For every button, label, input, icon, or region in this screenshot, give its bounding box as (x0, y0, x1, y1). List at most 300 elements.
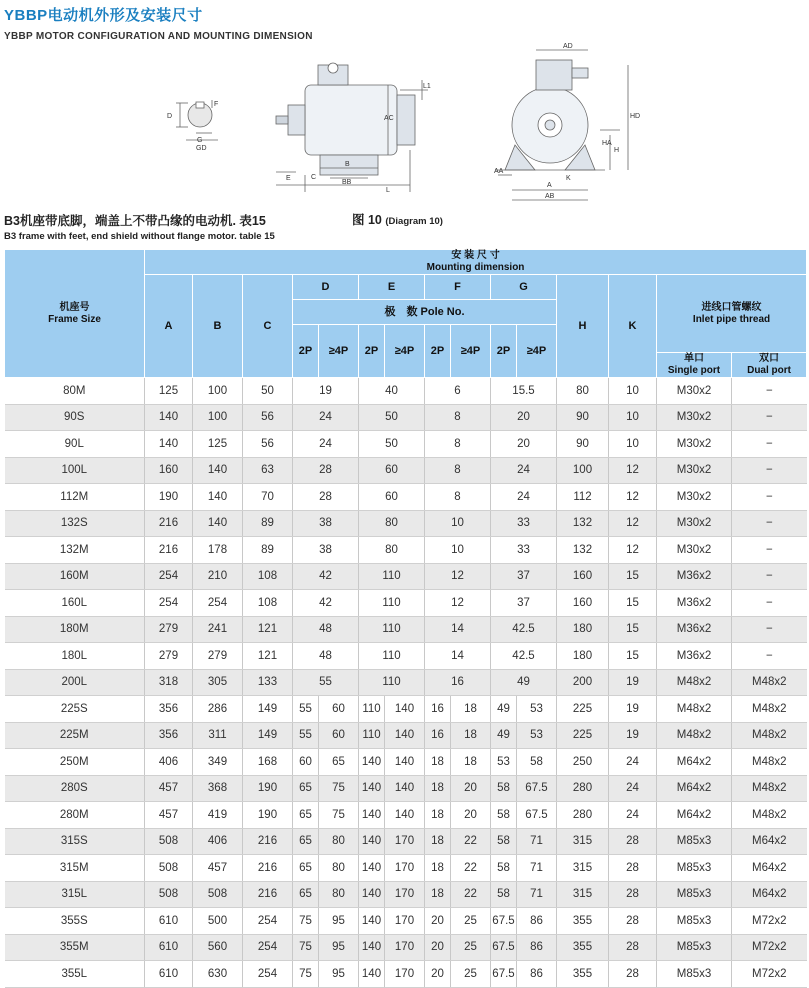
cell-dual-port: M48x2 (732, 696, 807, 723)
cell-a: 610 (145, 908, 193, 935)
table-row (5, 457, 807, 484)
cell-a: 254 (145, 563, 193, 590)
header-b: B (193, 275, 243, 378)
cell-e-4p: 140 (385, 802, 425, 829)
cell-e-2p: 140 (359, 828, 385, 855)
dim-label-k: K (566, 175, 571, 182)
cell-h: 315 (557, 881, 609, 908)
cell-c: 50 (243, 378, 293, 405)
cell-g-4p: 86 (517, 934, 557, 961)
table-row (5, 563, 807, 590)
cell-dual-port: − (732, 590, 807, 617)
cell-frame-size: 160L (5, 590, 145, 617)
cell-g: 24 (491, 484, 557, 511)
dim-label-ac: AC (384, 115, 394, 122)
cell-e-2p: 110 (359, 722, 385, 749)
cell-d: 38 (293, 510, 359, 537)
cell-frame-size: 132M (5, 537, 145, 564)
cell-d: 42 (293, 590, 359, 617)
cell-f-4p: 22 (451, 855, 491, 882)
cell-e-4p: 140 (385, 775, 425, 802)
cell-b: 457 (193, 855, 243, 882)
cell-k: 15 (609, 616, 657, 643)
diagram-caption: 图 10 (Diagram 10) (352, 213, 443, 227)
cell-g: 24 (491, 457, 557, 484)
cell-h: 280 (557, 775, 609, 802)
cell-g-2p: 67.5 (491, 908, 517, 935)
dim-label-bb: BB (342, 179, 352, 186)
cell-a: 140 (145, 404, 193, 431)
cell-h: 280 (557, 802, 609, 829)
cell-single-port: M36x2 (657, 590, 732, 617)
cell-h: 315 (557, 855, 609, 882)
table-row (5, 378, 807, 405)
cell-dual-port: M48x2 (732, 802, 807, 829)
cell-h: 355 (557, 908, 609, 935)
cell-h: 100 (557, 457, 609, 484)
cell-a: 356 (145, 696, 193, 723)
cell-a: 279 (145, 643, 193, 670)
cell-b: 100 (193, 404, 243, 431)
cell-f-4p: 25 (451, 934, 491, 961)
header-k: K (609, 275, 657, 378)
cell-k: 15 (609, 643, 657, 670)
cell-k: 10 (609, 431, 657, 458)
cell-frame-size: 80M (5, 378, 145, 405)
header-e-2p: 2P (359, 325, 385, 378)
cell-b: 241 (193, 616, 243, 643)
cell-k: 28 (609, 934, 657, 961)
cell-frame-size: 355M (5, 934, 145, 961)
cell-b: 560 (193, 934, 243, 961)
cell-d-4p: 95 (319, 908, 359, 935)
dim-label-ha: HA (602, 140, 612, 147)
cell-dual-port: − (732, 563, 807, 590)
cell-c: 168 (243, 749, 293, 776)
table-row (5, 484, 807, 511)
cell-f: 8 (425, 404, 491, 431)
cell-f: 8 (425, 484, 491, 511)
table-row (5, 934, 807, 961)
cell-b: 508 (193, 881, 243, 908)
cell-g-4p: 86 (517, 908, 557, 935)
cell-c: 149 (243, 696, 293, 723)
table-row (5, 431, 807, 458)
header-d-2p: 2P (293, 325, 319, 378)
cell-f-2p: 16 (425, 696, 451, 723)
cell-d: 19 (293, 378, 359, 405)
cell-c: 89 (243, 510, 293, 537)
cell-d-2p: 75 (293, 934, 319, 961)
cell-f: 8 (425, 431, 491, 458)
cell-f-2p: 16 (425, 722, 451, 749)
dim-label-l: L (386, 187, 390, 194)
table-row (5, 961, 807, 988)
cell-a: 190 (145, 484, 193, 511)
cell-single-port: M85x3 (657, 961, 732, 988)
cell-single-port: M48x2 (657, 669, 732, 696)
cell-c: 254 (243, 934, 293, 961)
dim-label-l1: L1 (423, 83, 431, 90)
cell-d-2p: 55 (293, 696, 319, 723)
cell-d-4p: 65 (319, 749, 359, 776)
cell-b: 279 (193, 643, 243, 670)
cell-g: 42.5 (491, 616, 557, 643)
cell-d-4p: 95 (319, 934, 359, 961)
cell-g: 33 (491, 510, 557, 537)
cell-g-2p: 53 (491, 749, 517, 776)
dim-label-c: C (311, 174, 317, 181)
cell-e: 60 (359, 457, 425, 484)
cell-g-4p: 53 (517, 696, 557, 723)
cell-e: 60 (359, 484, 425, 511)
cell-dual-port: M48x2 (732, 749, 807, 776)
cell-b: 406 (193, 828, 243, 855)
dim-label-hd: HD (630, 113, 641, 120)
table-row (5, 802, 807, 829)
dim-label-e: E (286, 175, 291, 182)
cell-dual-port: M64x2 (732, 855, 807, 882)
cell-frame-size: 250M (5, 749, 145, 776)
cell-frame-size: 90S (5, 404, 145, 431)
cell-e-2p: 140 (359, 934, 385, 961)
dim-label-ab: AB (545, 193, 555, 200)
cell-frame-size: 225S (5, 696, 145, 723)
cell-h: 355 (557, 934, 609, 961)
cell-k: 12 (609, 457, 657, 484)
cell-frame-size: 315L (5, 881, 145, 908)
cell-k: 19 (609, 696, 657, 723)
cell-f: 14 (425, 616, 491, 643)
cell-k: 19 (609, 669, 657, 696)
cell-e: 110 (359, 616, 425, 643)
cell-f-4p: 25 (451, 908, 491, 935)
cell-b: 419 (193, 802, 243, 829)
cell-h: 112 (557, 484, 609, 511)
cell-dual-port: M48x2 (732, 669, 807, 696)
cell-k: 12 (609, 537, 657, 564)
cell-g: 20 (491, 404, 557, 431)
cell-f-2p: 18 (425, 775, 451, 802)
cell-frame-size: 112M (5, 484, 145, 511)
cell-f-4p: 20 (451, 802, 491, 829)
cell-k: 15 (609, 563, 657, 590)
header-g-2p: 2P (491, 325, 517, 378)
cell-a: 254 (145, 590, 193, 617)
cell-d-2p: 75 (293, 961, 319, 988)
cell-a: 508 (145, 881, 193, 908)
cell-g-4p: 67.5 (517, 775, 557, 802)
cell-g-4p: 86 (517, 961, 557, 988)
dim-label-g: G (197, 137, 203, 144)
header-c: C (243, 275, 293, 378)
cell-g-4p: 71 (517, 828, 557, 855)
cell-e-4p: 140 (385, 722, 425, 749)
cell-f-4p: 20 (451, 775, 491, 802)
table-row (5, 669, 807, 696)
cell-d-2p: 65 (293, 828, 319, 855)
cell-g: 37 (491, 590, 557, 617)
cell-k: 10 (609, 378, 657, 405)
cell-c: 216 (243, 855, 293, 882)
cell-dual-port: − (732, 510, 807, 537)
header-g: G (491, 275, 557, 300)
cell-b: 254 (193, 590, 243, 617)
header-e-4p: ≥4P (385, 325, 425, 378)
cell-e-2p: 140 (359, 802, 385, 829)
cell-g-2p: 58 (491, 775, 517, 802)
cell-g: 33 (491, 537, 557, 564)
cell-d-4p: 95 (319, 961, 359, 988)
cell-c: 190 (243, 775, 293, 802)
cell-e-4p: 170 (385, 934, 425, 961)
cell-e: 80 (359, 537, 425, 564)
cell-h: 200 (557, 669, 609, 696)
cell-k: 24 (609, 802, 657, 829)
cell-frame-size: 132S (5, 510, 145, 537)
cell-c: 63 (243, 457, 293, 484)
cell-g-2p: 58 (491, 828, 517, 855)
header-f-2p: 2P (425, 325, 451, 378)
cell-g-2p: 58 (491, 855, 517, 882)
cell-single-port: M30x2 (657, 484, 732, 511)
dim-label-d: D (167, 113, 173, 120)
cell-c: 254 (243, 908, 293, 935)
cell-single-port: M64x2 (657, 749, 732, 776)
cell-e: 110 (359, 643, 425, 670)
cell-a: 508 (145, 855, 193, 882)
cell-d-4p: 80 (319, 828, 359, 855)
cell-f: 10 (425, 537, 491, 564)
cell-d: 24 (293, 404, 359, 431)
cell-f: 12 (425, 590, 491, 617)
cell-frame-size: 160M (5, 563, 145, 590)
cell-g-2p: 58 (491, 802, 517, 829)
cell-k: 28 (609, 881, 657, 908)
header-mounting-dimension: 安 装 尺 寸 Mounting dimension (145, 250, 807, 275)
cell-b: 500 (193, 908, 243, 935)
cell-e: 80 (359, 510, 425, 537)
header-e: E (359, 275, 425, 300)
cell-dual-port: − (732, 643, 807, 670)
cell-e-2p: 110 (359, 696, 385, 723)
cell-e-2p: 140 (359, 961, 385, 988)
cell-frame-size: 100L (5, 457, 145, 484)
cell-h: 180 (557, 643, 609, 670)
cell-single-port: M30x2 (657, 404, 732, 431)
cell-d-4p: 60 (319, 722, 359, 749)
cell-h: 160 (557, 563, 609, 590)
cell-h: 90 (557, 404, 609, 431)
cell-f: 6 (425, 378, 491, 405)
cell-b: 140 (193, 484, 243, 511)
cell-g: 49 (491, 669, 557, 696)
cell-d: 55 (293, 669, 359, 696)
cell-frame-size: 355S (5, 908, 145, 935)
cell-frame-size: 180L (5, 643, 145, 670)
header-f: F (425, 275, 491, 300)
table-row (5, 643, 807, 670)
cell-dual-port: M72x2 (732, 908, 807, 935)
cell-c: 121 (243, 643, 293, 670)
cell-f: 16 (425, 669, 491, 696)
cell-single-port: M30x2 (657, 457, 732, 484)
header-frame-size: 机座号 Frame Size (5, 250, 145, 378)
cell-frame-size: 315M (5, 855, 145, 882)
dim-label-gd: GD (196, 145, 207, 152)
cell-g-4p: 53 (517, 722, 557, 749)
cell-g-4p: 58 (517, 749, 557, 776)
cell-dual-port: M64x2 (732, 828, 807, 855)
cell-k: 10 (609, 404, 657, 431)
cell-single-port: M85x3 (657, 828, 732, 855)
cell-g-4p: 71 (517, 855, 557, 882)
cell-d: 38 (293, 537, 359, 564)
cell-a: 279 (145, 616, 193, 643)
cell-b: 368 (193, 775, 243, 802)
cell-d-2p: 65 (293, 881, 319, 908)
cell-f: 14 (425, 643, 491, 670)
header-dual-port: 双口 Dual port (732, 353, 807, 378)
cell-a: 457 (145, 775, 193, 802)
cell-b: 311 (193, 722, 243, 749)
cell-dual-port: − (732, 404, 807, 431)
motor-dimension-diagram (0, 40, 809, 210)
header-h: H (557, 275, 609, 378)
dim-label-a: A (547, 182, 552, 189)
cell-g: 37 (491, 563, 557, 590)
cell-a: 318 (145, 669, 193, 696)
cell-dual-port: − (732, 616, 807, 643)
header-a: A (145, 275, 193, 378)
cell-frame-size: 225M (5, 722, 145, 749)
cell-f-4p: 25 (451, 961, 491, 988)
cell-d-4p: 75 (319, 775, 359, 802)
cell-a: 216 (145, 510, 193, 537)
cell-d-4p: 80 (319, 855, 359, 882)
cell-dual-port: − (732, 484, 807, 511)
dim-label-ad: AD (563, 43, 573, 50)
cell-k: 19 (609, 722, 657, 749)
cell-g-2p: 67.5 (491, 934, 517, 961)
cell-a: 508 (145, 828, 193, 855)
cell-c: 190 (243, 802, 293, 829)
cell-f-4p: 18 (451, 696, 491, 723)
cell-dual-port: M72x2 (732, 961, 807, 988)
header-f-4p: ≥4P (451, 325, 491, 378)
mounting-dimension-table (4, 249, 807, 988)
cell-g-2p: 67.5 (491, 961, 517, 988)
cell-f: 8 (425, 457, 491, 484)
cell-h: 80 (557, 378, 609, 405)
cell-h: 355 (557, 961, 609, 988)
page-title: YBBP电动机外形及安装尺寸 (4, 7, 203, 24)
cell-h: 132 (557, 510, 609, 537)
cell-c: 56 (243, 404, 293, 431)
cell-dual-port: − (732, 378, 807, 405)
cell-a: 610 (145, 961, 193, 988)
cell-single-port: M48x2 (657, 722, 732, 749)
cell-f-2p: 20 (425, 934, 451, 961)
cell-c: 149 (243, 722, 293, 749)
cell-f: 12 (425, 563, 491, 590)
cell-h: 225 (557, 696, 609, 723)
cell-h: 315 (557, 828, 609, 855)
cell-single-port: M30x2 (657, 378, 732, 405)
cell-d-4p: 60 (319, 696, 359, 723)
cell-a: 216 (145, 537, 193, 564)
dim-label-aa: AA (494, 168, 504, 175)
cell-e-4p: 140 (385, 749, 425, 776)
cell-d-2p: 55 (293, 722, 319, 749)
cell-e: 110 (359, 669, 425, 696)
cell-f-4p: 22 (451, 881, 491, 908)
cell-frame-size: 315S (5, 828, 145, 855)
cell-a: 610 (145, 934, 193, 961)
cell-d: 48 (293, 643, 359, 670)
header-d-4p: ≥4P (319, 325, 359, 378)
cell-a: 457 (145, 802, 193, 829)
cell-f-2p: 20 (425, 961, 451, 988)
table-row (5, 722, 807, 749)
cell-k: 28 (609, 828, 657, 855)
cell-a: 140 (145, 431, 193, 458)
cell-dual-port: M72x2 (732, 934, 807, 961)
cell-b: 178 (193, 537, 243, 564)
cell-dual-port: − (732, 457, 807, 484)
cell-dual-port: M48x2 (732, 775, 807, 802)
cell-frame-size: 200L (5, 669, 145, 696)
cell-e: 110 (359, 563, 425, 590)
cell-k: 12 (609, 484, 657, 511)
cell-f-2p: 18 (425, 855, 451, 882)
cell-dual-port: M64x2 (732, 881, 807, 908)
cell-e-2p: 140 (359, 749, 385, 776)
cell-frame-size: 180M (5, 616, 145, 643)
table-row (5, 616, 807, 643)
cell-single-port: M48x2 (657, 696, 732, 723)
cell-g-2p: 49 (491, 722, 517, 749)
cell-f-2p: 20 (425, 908, 451, 935)
cell-k: 12 (609, 510, 657, 537)
cell-frame-size: 280S (5, 775, 145, 802)
table-row (5, 749, 807, 776)
cell-f-2p: 18 (425, 881, 451, 908)
cell-h: 160 (557, 590, 609, 617)
cell-single-port: M36x2 (657, 643, 732, 670)
cell-k: 28 (609, 961, 657, 988)
table-row (5, 537, 807, 564)
table-caption: B3机座带底脚，端盖上不带凸缘的电动机. 表15 (4, 214, 266, 228)
cell-b: 210 (193, 563, 243, 590)
cell-c: 216 (243, 828, 293, 855)
cell-single-port: M64x2 (657, 775, 732, 802)
table-row (5, 775, 807, 802)
cell-c: 89 (243, 537, 293, 564)
cell-f: 10 (425, 510, 491, 537)
cell-single-port: M85x3 (657, 934, 732, 961)
cell-b: 140 (193, 510, 243, 537)
cell-frame-size: 90L (5, 431, 145, 458)
cell-dual-port: − (732, 537, 807, 564)
cell-e-4p: 170 (385, 855, 425, 882)
cell-k: 24 (609, 749, 657, 776)
cell-c: 70 (243, 484, 293, 511)
cell-b: 125 (193, 431, 243, 458)
cell-g-4p: 71 (517, 881, 557, 908)
cell-d: 28 (293, 457, 359, 484)
cell-d: 42 (293, 563, 359, 590)
